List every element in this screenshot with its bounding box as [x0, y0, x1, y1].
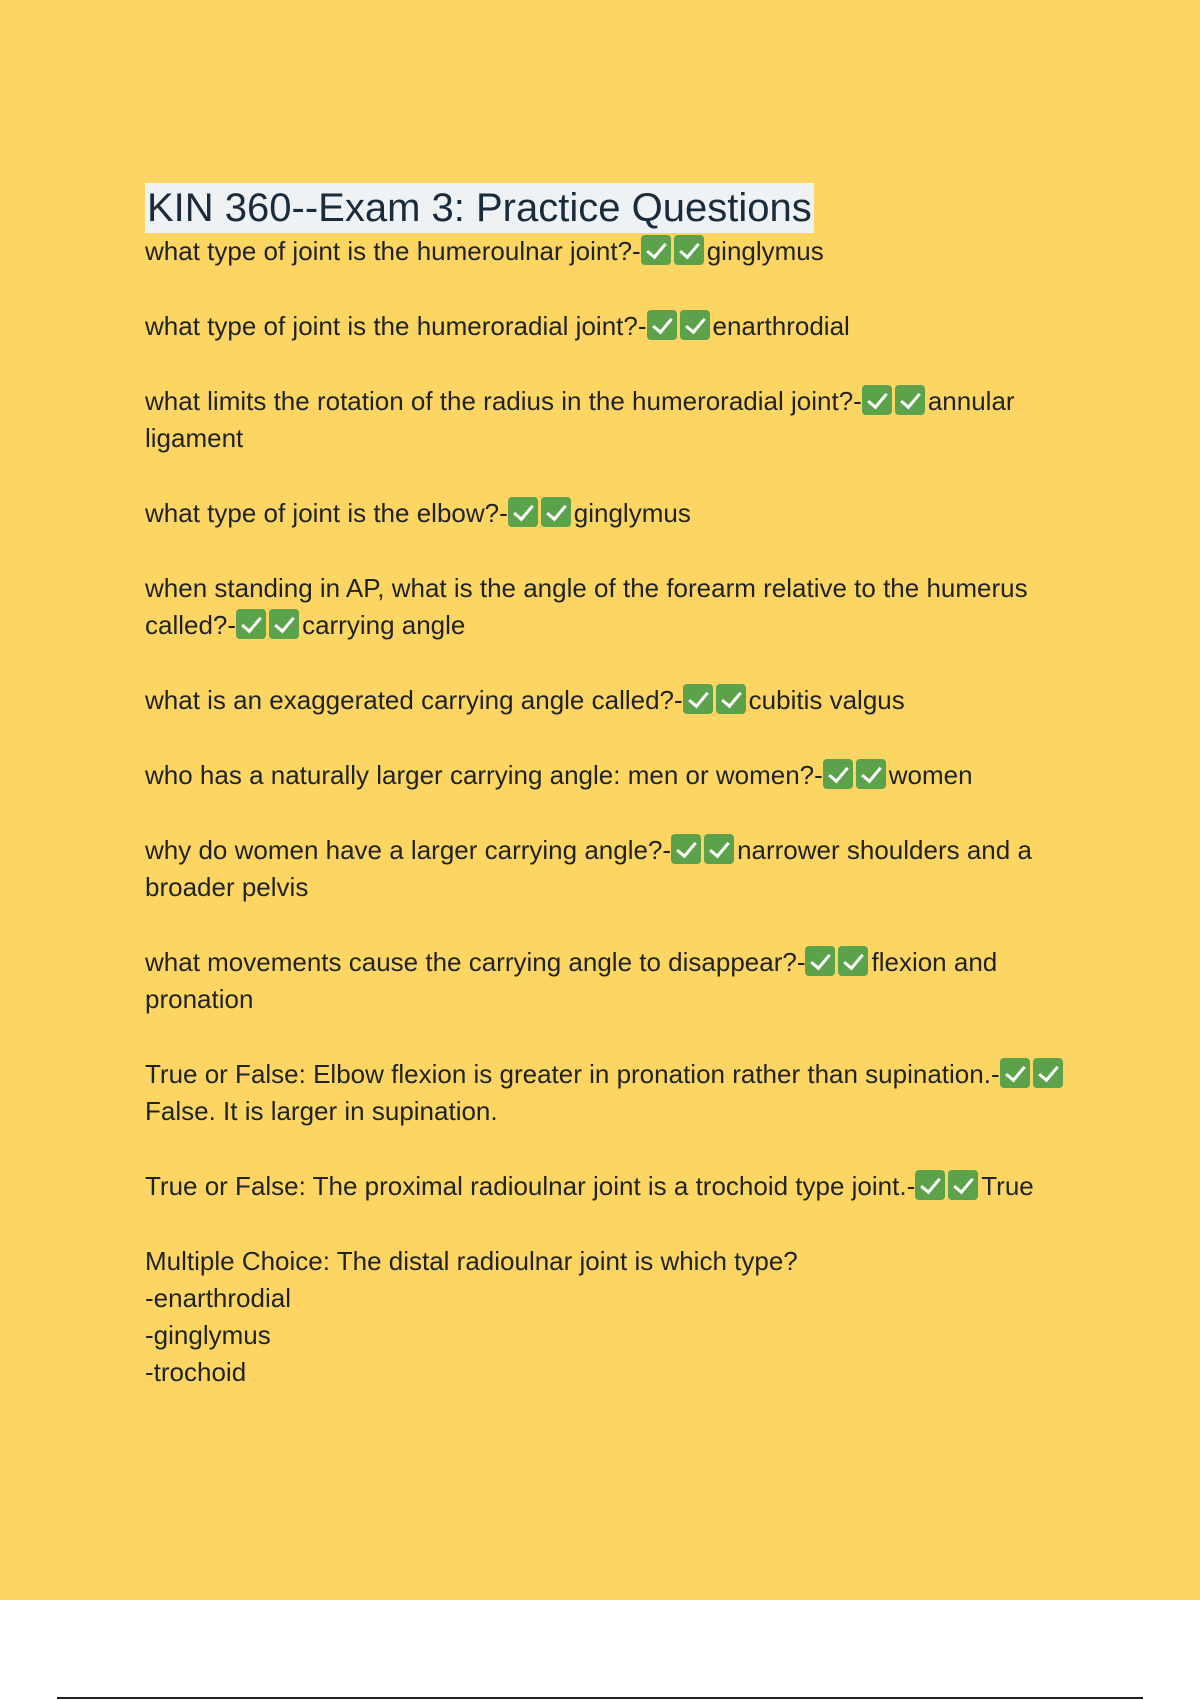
answer-text: True: [981, 1171, 1034, 1201]
answer-text: narrower shoulders and a broader pelvis: [145, 835, 1032, 902]
check-marks: [805, 944, 871, 981]
check-icon: [915, 1170, 945, 1200]
check-marks: [236, 607, 302, 644]
check-icon: [895, 385, 925, 415]
page-title: KIN 360--Exam 3: Practice Questions: [145, 183, 814, 233]
list-item: [145, 308, 1105, 345]
question-text: what limits the rotation of the radius in the humeroradial joint?-: [145, 386, 862, 416]
check-marks: [915, 1168, 981, 1205]
list-item: [145, 495, 1105, 532]
footer-divider: [57, 1697, 1143, 1699]
check-icon: [236, 609, 266, 639]
list-item: [145, 832, 1105, 906]
check-icon: [716, 684, 746, 714]
list-item: [145, 570, 1105, 644]
question-list: [145, 233, 1105, 1391]
list-item: [145, 383, 1105, 457]
question-text: Multiple Choice: The distal radioulnar joint is which type?: [145, 1246, 798, 1276]
question-text: when standing in AP, what is the angle of the forearm relative to the humerus called?-: [145, 573, 1028, 640]
list-item: [145, 1056, 1105, 1130]
check-icon: [508, 497, 538, 527]
check-marks: [823, 757, 889, 794]
list-item: [145, 757, 1105, 794]
answer-text: ginglymus: [573, 498, 691, 528]
list-item: [145, 233, 1105, 270]
answer-text: enarthrodial: [712, 311, 850, 341]
check-icon: [838, 946, 868, 976]
question-text: what type of joint is the humeroradial joint?-: [145, 311, 647, 341]
answer-text: women: [888, 760, 973, 790]
document-content: [145, 183, 1105, 1429]
check-icon: [647, 310, 677, 340]
choice-option: -trochoid: [145, 1357, 247, 1387]
check-icon: [680, 310, 710, 340]
check-icon: [948, 1170, 978, 1200]
check-icon: [1000, 1058, 1030, 1088]
check-icon: [641, 235, 671, 265]
check-marks: [683, 682, 749, 719]
check-icon: [823, 759, 853, 789]
check-icon: [671, 834, 701, 864]
check-icon: [683, 684, 713, 714]
question-text: what type of joint is the humeroulnar joint?-: [145, 236, 641, 266]
check-icon: [856, 759, 886, 789]
answer-text: flexion and pronation: [145, 947, 998, 1014]
list-item: [145, 1168, 1105, 1205]
answer-text: False. It is larger in supination.: [145, 1096, 498, 1126]
check-icon: [674, 235, 704, 265]
check-icon: [269, 609, 299, 639]
question-text: who has a naturally larger carrying angle: men or women?-: [145, 760, 823, 790]
answer-text: cubitis valgus: [748, 685, 905, 715]
question-text: what type of joint is the elbow?-: [145, 498, 508, 528]
list-item: [145, 944, 1105, 1018]
check-icon: [1033, 1058, 1063, 1088]
check-marks: [862, 383, 928, 420]
question-text: what movements cause the carrying angle to disappear?-: [145, 947, 806, 977]
question-text: True or False: Elbow flexion is greater in pronation rather than supination.-: [145, 1059, 1000, 1089]
check-marks: [1000, 1056, 1066, 1093]
check-marks: [641, 233, 707, 270]
check-icon: [862, 385, 892, 415]
list-item: [145, 682, 1105, 719]
list-item-multiple-choice: [145, 1243, 1105, 1391]
choice-option: -enarthrodial: [145, 1283, 291, 1313]
check-icon: [805, 946, 835, 976]
choice-option: -ginglymus: [145, 1320, 271, 1350]
check-icon: [704, 834, 734, 864]
question-text: why do women have a larger carrying angle?-: [145, 835, 672, 865]
answer-text: carrying angle: [302, 610, 466, 640]
question-text: True or False: The proximal radioulnar joint is a trochoid type joint.-: [145, 1171, 916, 1201]
answer-text: ginglymus: [706, 236, 824, 266]
check-icon: [541, 497, 571, 527]
check-marks: [671, 832, 737, 869]
check-marks: [647, 308, 713, 345]
question-text: what is an exaggerated carrying angle called?-: [145, 685, 683, 715]
choice-list: [145, 1280, 1105, 1391]
answer-text: annular ligament: [145, 386, 1015, 453]
check-marks: [508, 495, 574, 532]
